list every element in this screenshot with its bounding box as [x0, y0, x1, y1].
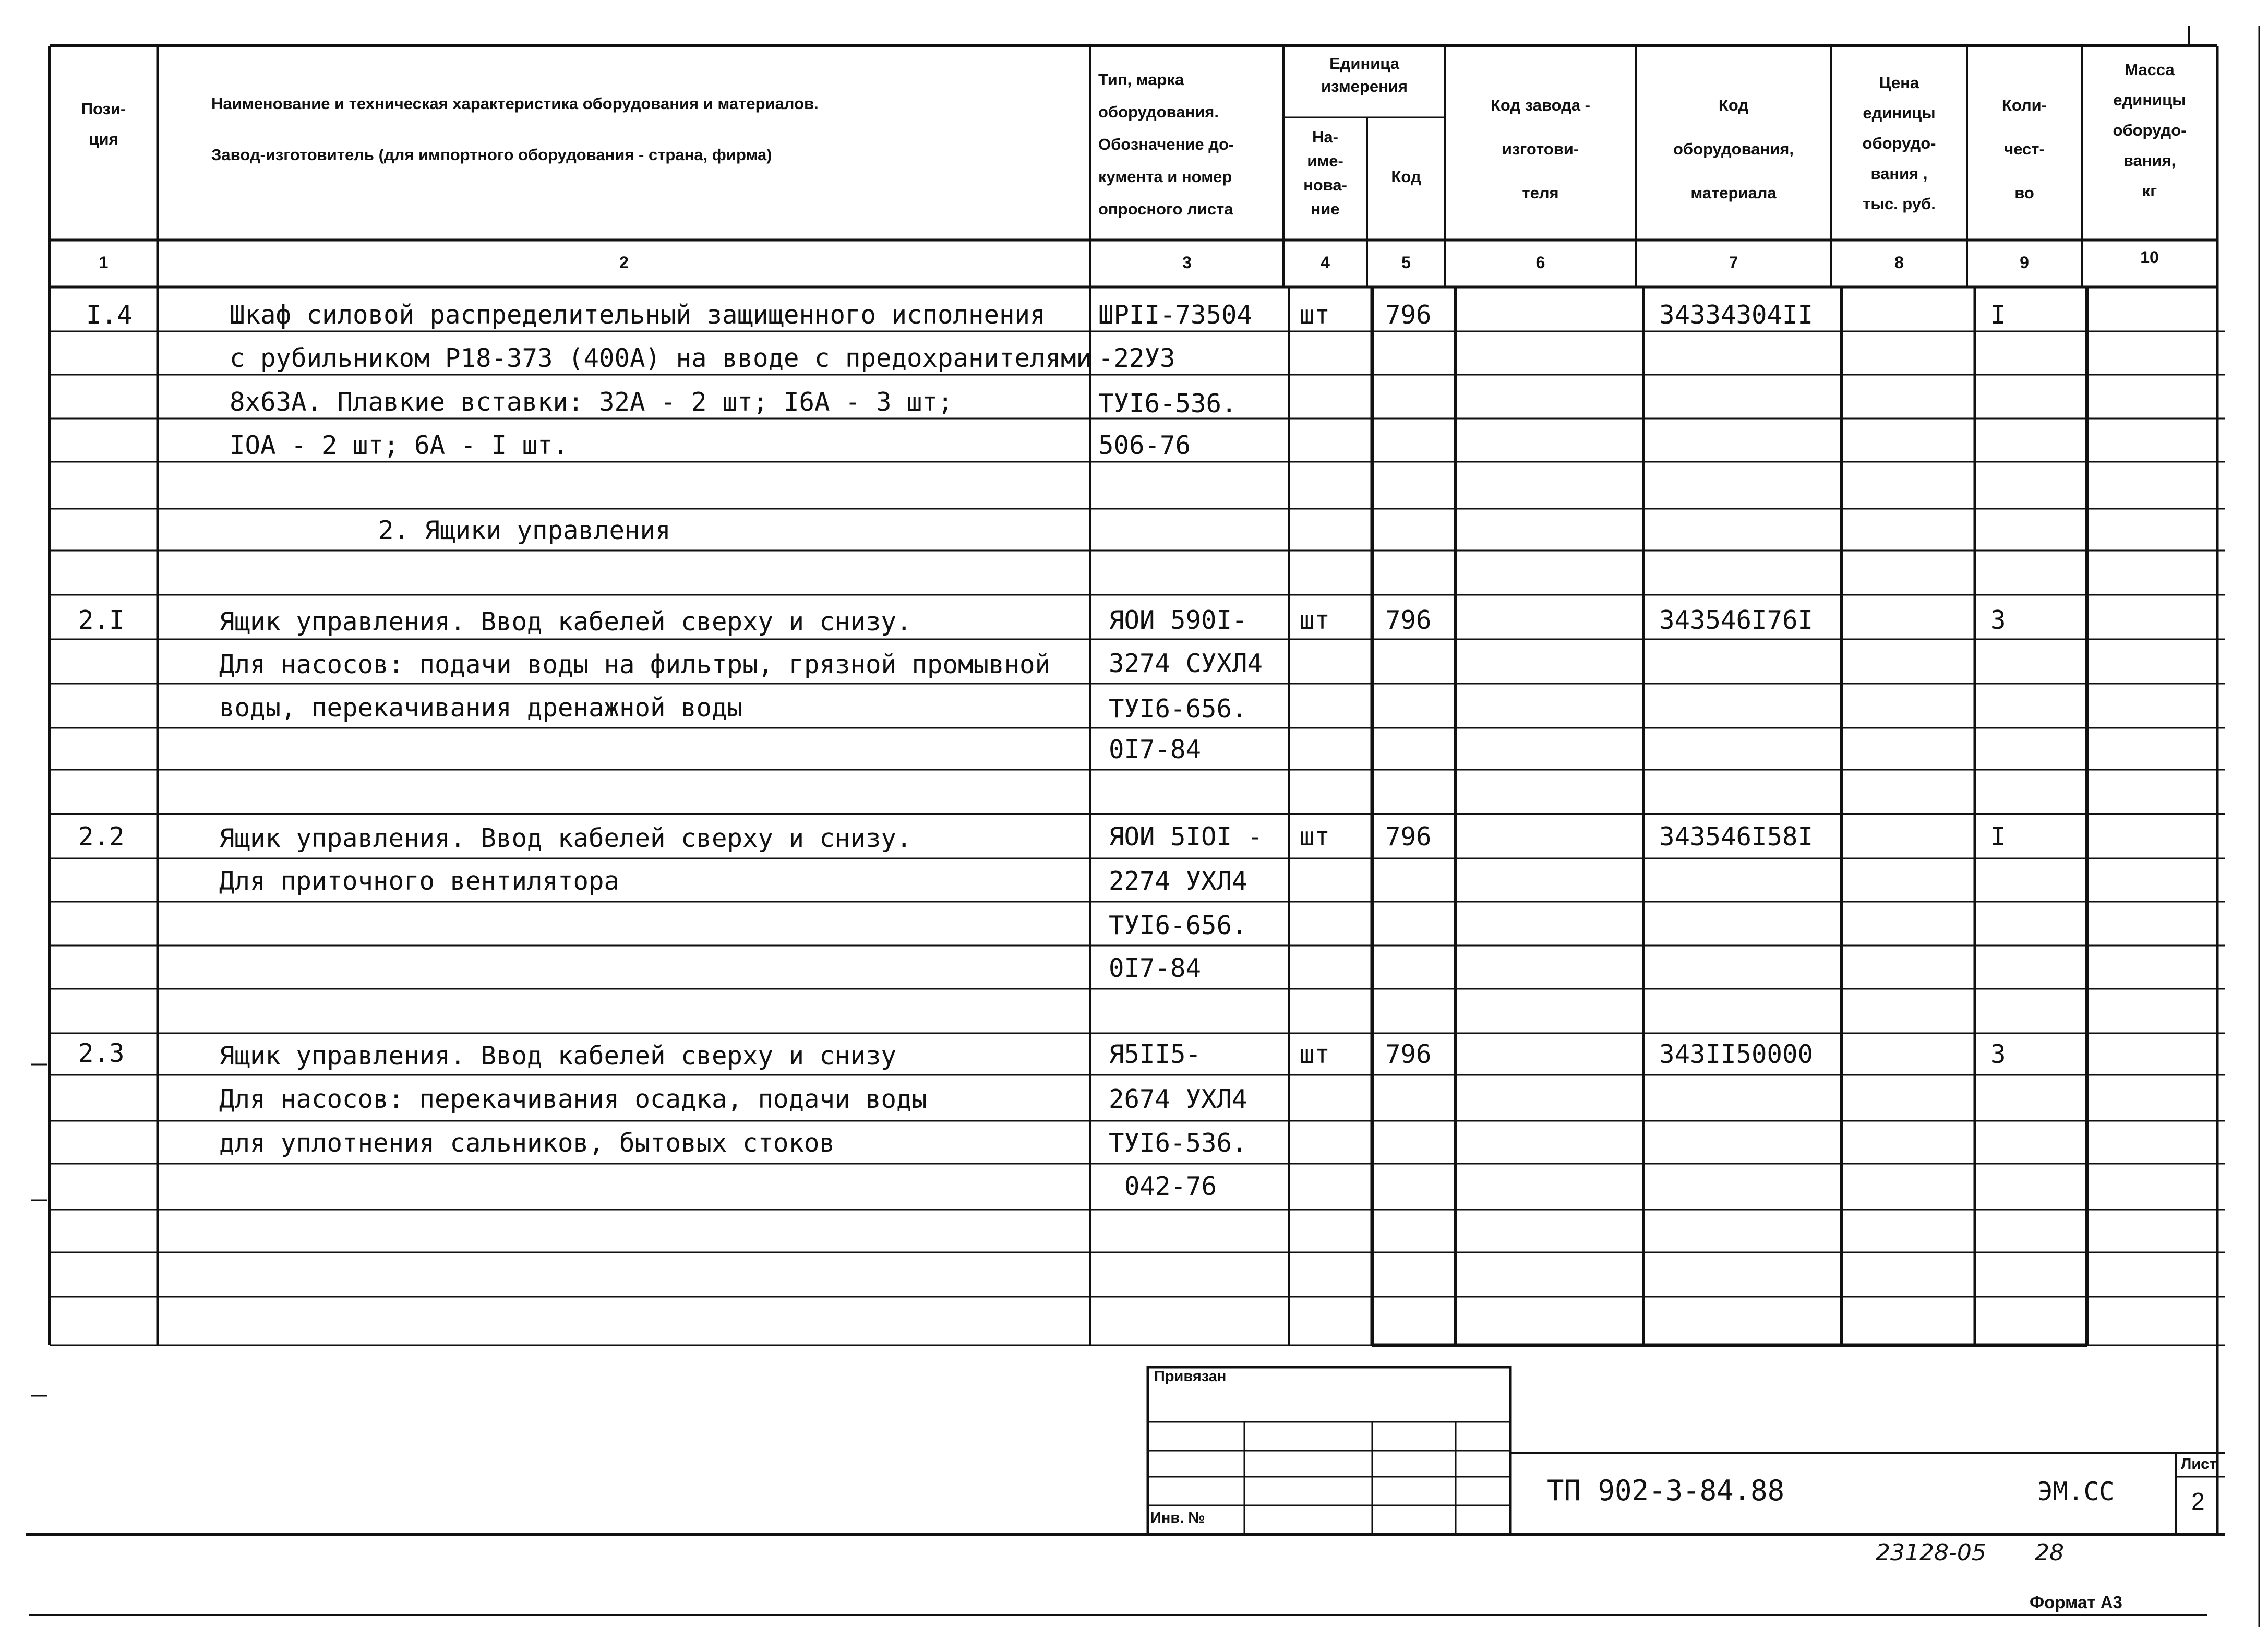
header-name: Наименование и техническая характеристика оборудования и материалов. Завод-изготовитель (для импортного оборудования - страна, фирма) — [211, 94, 819, 164]
unit-code-cell: 796 — [1385, 300, 1432, 330]
type-cell: ШРII-73504 — [1098, 300, 1253, 330]
type-cell: ТУI6-656. — [1109, 694, 1247, 724]
name-cell: с рубильником Р18-373 (400А) на вводе с предохранителями — [230, 343, 1092, 373]
name-cell: 8х63А. Плавкие вставки: 32А - 2 шт; I6А - 3 шт; — [230, 387, 953, 417]
header-unit-code: Код — [1391, 168, 1421, 186]
type-cell: Я5II5- — [1109, 1039, 1202, 1069]
quantity-cell: 3 — [1990, 605, 2006, 635]
unit-cell: шт — [1299, 1039, 1330, 1069]
unit-cell: шт — [1299, 605, 1330, 635]
column-number: 4 — [1321, 253, 1330, 272]
inventory-label: Инв. № — [1150, 1510, 1205, 1526]
name-cell: Для насосов: перекачивания осадка, подачи воды — [219, 1084, 928, 1114]
type-cell: 0I7-84 — [1109, 953, 1202, 983]
name-cell: Для насосов: подачи воды на фильтры, грязной промывной — [219, 650, 1051, 679]
equipment-code-cell: 343546I76I — [1659, 605, 1814, 635]
position-cell: 2.I — [78, 605, 125, 635]
section-title: 2. Ящики управления — [378, 516, 671, 545]
column-number: 1 — [99, 253, 109, 272]
sheet-label: Лист — [2181, 1456, 2217, 1473]
header-position: Пози- ция — [81, 100, 126, 148]
column-number: 3 — [1182, 253, 1192, 272]
name-cell: Для приточного вентилятора — [219, 866, 620, 896]
name-cell: Ящик управления. Ввод кабелей сверху и снизу. — [219, 823, 912, 853]
document-mark: ЭМ.СС — [2037, 1477, 2115, 1506]
type-cell: ЯОИ 590I- — [1109, 605, 1247, 635]
position-cell: 2.3 — [78, 1038, 125, 1068]
type-cell: ТУI6-656. — [1109, 911, 1247, 940]
equipment-code-cell: 34334304II — [1659, 300, 1814, 330]
column-number: 6 — [1535, 253, 1545, 272]
sheet-number: 2 — [2191, 1488, 2205, 1515]
column-number: 9 — [2020, 253, 2029, 272]
quantity-cell: I — [1990, 300, 2006, 330]
header-plant-code: Код завода - изготови- теля — [1490, 96, 1590, 202]
name-cell: IOA - 2 шт; 6А - I шт. — [230, 430, 569, 460]
column-number: 2 — [619, 253, 629, 272]
unit-cell: шт — [1299, 300, 1330, 330]
name-cell: Шкаф силовой распределительный защищенного исполнения — [230, 300, 1046, 330]
type-cell: 2674 УХЛ4 — [1109, 1084, 1247, 1114]
header-equipment-code: Код оборудования, материала — [1673, 96, 1794, 202]
column-number: 8 — [1894, 253, 1904, 272]
name-cell: воды, перекачивания дренажной воды — [219, 693, 743, 723]
position-cell: 2.2 — [78, 822, 125, 852]
column-number: 10 — [2140, 248, 2159, 267]
unit-code-cell: 796 — [1385, 605, 1432, 635]
handwritten-page: 28 — [2035, 1539, 2064, 1566]
type-cell: 042-76 — [1124, 1171, 1217, 1201]
format-label: Формат А3 — [2030, 1593, 2122, 1612]
column-number: 5 — [1401, 253, 1411, 272]
type-cell: ТУI6-536. — [1109, 1128, 1247, 1158]
equipment-code-cell: 343546I58I — [1659, 822, 1814, 852]
header-quantity: Коли- чест- во — [2001, 96, 2047, 202]
document-code: ТП 902-3-84.88 — [1547, 1474, 1785, 1507]
quantity-cell: 3 — [1990, 1039, 2006, 1069]
header-type: Тип, марка оборудования. Обозначение до- кумента и номер опросного листа — [1098, 70, 1234, 218]
column-number: 7 — [1729, 253, 1738, 272]
header-unit-name: На- име- нова- ние — [1303, 128, 1347, 218]
quantity-cell: I — [1990, 822, 2006, 852]
type-cell: ЯОИ 5IOI - — [1109, 822, 1263, 852]
type-cell: 0I7-84 — [1109, 735, 1202, 764]
header-price: Цена единицы оборудо- вания , тыс. руб. — [1862, 74, 1936, 213]
name-cell: для уплотнения сальников, бытовых стоков — [219, 1128, 835, 1158]
header-mass: Масса единицы оборудо- вания, кг — [2113, 61, 2187, 200]
type-cell: 506-76 — [1098, 430, 1191, 460]
header-unit-group: Единица измерения — [1321, 54, 1408, 95]
handwritten-number: 23128-05 — [1876, 1539, 1986, 1566]
linked-label: Привязан — [1154, 1368, 1227, 1385]
type-cell: 2274 УХЛ4 — [1109, 866, 1247, 896]
equipment-code-cell: 343II50000 — [1659, 1039, 1814, 1069]
unit-code-cell: 796 — [1385, 822, 1432, 852]
name-cell: Ящик управления. Ввод кабелей сверху и снизу — [219, 1041, 897, 1071]
name-cell: Ящик управления. Ввод кабелей сверху и снизу. — [219, 607, 912, 637]
position-cell: I.4 — [86, 300, 133, 330]
unit-code-cell: 796 — [1385, 1039, 1432, 1069]
type-cell: -22У3 — [1098, 343, 1175, 373]
unit-cell: шт — [1299, 822, 1330, 852]
type-cell: ТУI6-536. — [1098, 389, 1237, 418]
type-cell: 3274 СУХЛ4 — [1109, 649, 1263, 678]
